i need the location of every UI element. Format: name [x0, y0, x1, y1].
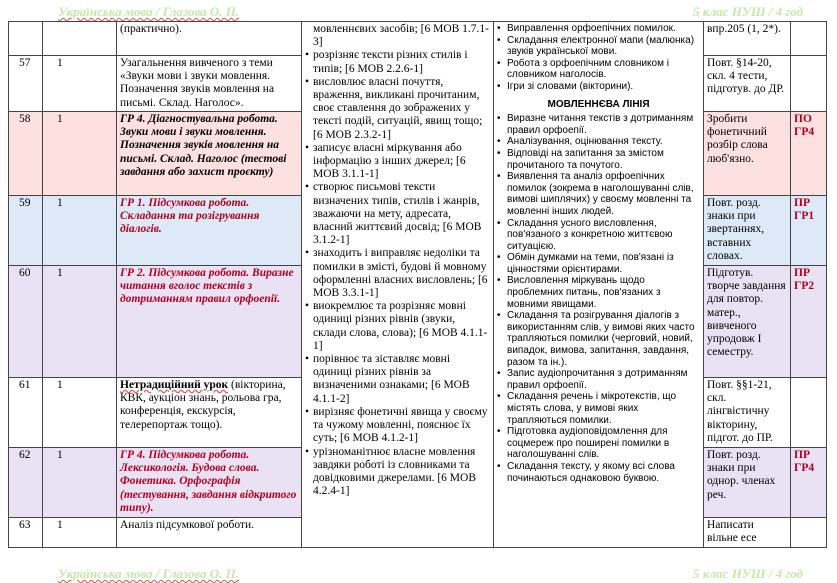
lesson-topic: ГР 2. Підсумкова робота. Виразне читання вголос текстів з дотриманням правил орфоепії.: [117, 266, 302, 378]
list-item: • Аналізування, оцінювання тексту.: [497, 136, 700, 148]
lesson-hours: 1: [43, 266, 117, 378]
list-item: • Робота з орфоепічним словником і словником наголосів.: [497, 58, 700, 81]
homework: Повт. §§1-21, скл. лінгвістичну вікторину, підгот. до ПР.: [704, 378, 791, 448]
lesson-topic: Аналіз підсумкової роботи.: [117, 518, 302, 548]
activities-section-title: МОВЛЕННЄВА ЛІНІЯ: [547, 98, 650, 110]
lesson-hours: 1: [43, 378, 117, 448]
list-item: • Складання речень і мікротекстів, що містять слова, у вимові яких трапляються помилки.: [497, 391, 700, 426]
skills-list: [305, 49, 490, 498]
list-item: • урізноманітнює власне мовлення завдяки роботі із словниками та довідковими джерелами. [6 МОВ 4.2.4-1]: [305, 446, 490, 499]
lesson-topic: Узагальнення вивченого з теми «Звуки мови і звуки мовлення. Позначення звуків мовлення на письмі. Склад. Наголос».: [117, 56, 302, 112]
list-item: • створює письмові тексти визначених типів, стилів і жанрів, зважаючи на мету, адресата, власний життєвий досвід; [6 МОВ 3.1.2-1]: [305, 181, 490, 247]
lesson-number: 57: [9, 56, 43, 112]
assessment-code: ПР ГР1: [791, 196, 827, 266]
lesson-hours: 1: [43, 112, 117, 196]
list-item: • Складання усного висловлення, пов'язаного з конкретною життєвою ситуацією.: [497, 218, 700, 253]
list-item: • Обмін думками на теми, пов'язані із цінностями орієнтирами.: [497, 252, 700, 275]
lesson-number: 61: [9, 378, 43, 448]
page-footer: [0, 562, 837, 582]
list-item: • Ігри зі словами (вікторини).: [497, 81, 700, 93]
list-item: • Відповіді на запитання за змістом прочитаного та почутого.: [497, 148, 700, 171]
lesson-hours: 1: [43, 196, 117, 266]
list-item: • Виявлення та аналіз орфоепічних помилок (зокрема в наголошуванні слів, вимові шиплячих) у своєму мовленні та мовленні інших людей.: [497, 171, 700, 217]
lesson-hours: 1: [43, 56, 117, 112]
assessment-code: ПР ГР4: [791, 448, 827, 518]
list-item: • Підготовка аудіоповідомлення для соцмереж про поширені помилки в наголошуванні слів.: [497, 426, 700, 461]
page-header: [0, 0, 837, 20]
lesson-topic: (вікторина, КВК, аукціон знань, рольова гра, конференція, екскурсія, телерепортаж тощо).: [120, 379, 286, 431]
list-item: • порівнює та зіставляє мовні одиниці різних рівнів за визначеними ознаками; [6 МОВ 4.1.1-2]: [305, 353, 490, 406]
assessment-code: [791, 22, 827, 56]
lesson-number: 58: [9, 112, 43, 196]
lesson-hours: 1: [43, 518, 117, 548]
footer-grade: 5 клас НУШ / 4 год: [692, 566, 803, 581]
homework: Зробити фонетичний розбір слова люб'язно.: [704, 112, 791, 196]
list-item: • Виразне читання текстів з дотриманням правил орфоепії.: [497, 113, 700, 136]
homework: впр.205 (1, 2*).: [704, 22, 791, 56]
skill-continuation: мовленнєвих засобів; [6 МОВ 1.7.1-3]: [313, 23, 490, 49]
lesson-number: 63: [9, 518, 43, 548]
homework: Підготув. творче завдання для повтор. матер., вивченого упродовж І семестру.: [704, 266, 791, 378]
list-item: • розрізняє тексти різних стилів і типів; [6 МОВ 2.2.6-1]: [305, 49, 490, 75]
lesson-topic: ГР 4. Підсумкова робота. Лексикологія. Будова слова. Фонетика. Орфографія (тестування, завдання відкритого типу).: [117, 448, 302, 518]
activities-list: [497, 113, 700, 484]
lesson-plan-table: [8, 21, 827, 548]
activities-top-list: [497, 23, 700, 93]
list-item: • Запис аудіопрочитання з дотриманням правил орфоепії.: [497, 368, 700, 391]
homework: Повт. розд. знаки при однор. членах реч.: [704, 448, 791, 518]
lesson-number: 59: [9, 196, 43, 266]
list-item: • Виправлення орфоепічних помилок.: [497, 23, 700, 35]
lesson-hours: [43, 22, 117, 56]
list-item: • виокремлює та розрізняє мовні одиниці різних рівнів (звуки, склади слова, слова); [6 МОВ 4.1.1-1]: [305, 300, 490, 353]
assessment-code: [791, 378, 827, 448]
homework: Повт. §14-20, скл. 4 тести, підготув. до ДР.: [704, 56, 791, 112]
list-item: • висловлює власні почуття, враження, викликані прочитаним, своє ставлення до зображених у тексті подій, ситуацій, явищ тощо; [6 МОВ 2.3.2-1]: [305, 76, 490, 142]
lesson-number: [9, 22, 43, 56]
homework: Повт. розд. знаки при звертаннях, вставних словах.: [704, 196, 791, 266]
list-item: • знаходить і виправляє недоліки та помилки в змісті, будові й мовному оформленні власних висловлень; [6 МОВ 3.3.1-1]: [305, 247, 490, 300]
assessment-code: [791, 518, 827, 548]
assessment-code: ПР ГР2: [791, 266, 827, 378]
header-grade: 5 клас НУШ / 4 год: [692, 4, 803, 19]
list-item: • Складання електронної мапи (малюнка) звуків української мови.: [497, 35, 700, 58]
assessment-code: ПО ГР4: [791, 112, 827, 196]
lesson-topic: ГР 4. Діагностувальна робота. Звуки мови і звуки мовлення. Позначення звуків мовлення на письмі. Склад. Наголос (тестові завдання або захист проєкту): [117, 112, 302, 196]
lesson-topic: (практично).: [117, 22, 302, 56]
lesson-topic-cell: [117, 378, 302, 448]
footer-author: Українська мова / Глазова О. П.: [58, 566, 240, 581]
lesson-hours: 1: [43, 448, 117, 518]
table-row: [9, 22, 827, 56]
expected-results-cell: [302, 22, 494, 548]
homework: Написати вільне есе: [704, 518, 791, 548]
list-item: • Висловлення міркувань щодо проблемних питань, пов'язаних з мовними явищами.: [497, 275, 700, 310]
list-item: • Складання та розігрування діалогів з використанням слів, у вимові яких часто трапляються помилки (черговий, новий, випадок, вимова, запитання, завдання, разом та ін.).: [497, 310, 700, 368]
list-item: • записує власні міркування або інформацію з інших джерел; [6 МОВ 3.1.1-1]: [305, 142, 490, 182]
header-author: Українська мова / Глазова О. П.: [58, 4, 240, 19]
lesson-number: 60: [9, 266, 43, 378]
lesson-topic: ГР 1. Підсумкова робота. Складання та розігрування діалогів.: [117, 196, 302, 266]
assessment-code: [791, 56, 827, 112]
list-item: • Складання тексту, у якому всі слова починаються однаковою буквою.: [497, 461, 700, 484]
lesson-topic-title: Нетрадиційний урок: [120, 379, 229, 391]
lesson-number: 62: [9, 448, 43, 518]
activities-cell: [494, 22, 704, 548]
list-item: • вирізняє фонетичні явища у своєму та чужому мовленні, пояснює їх суть; [6 МОВ 4.1.2-1]: [305, 406, 490, 446]
